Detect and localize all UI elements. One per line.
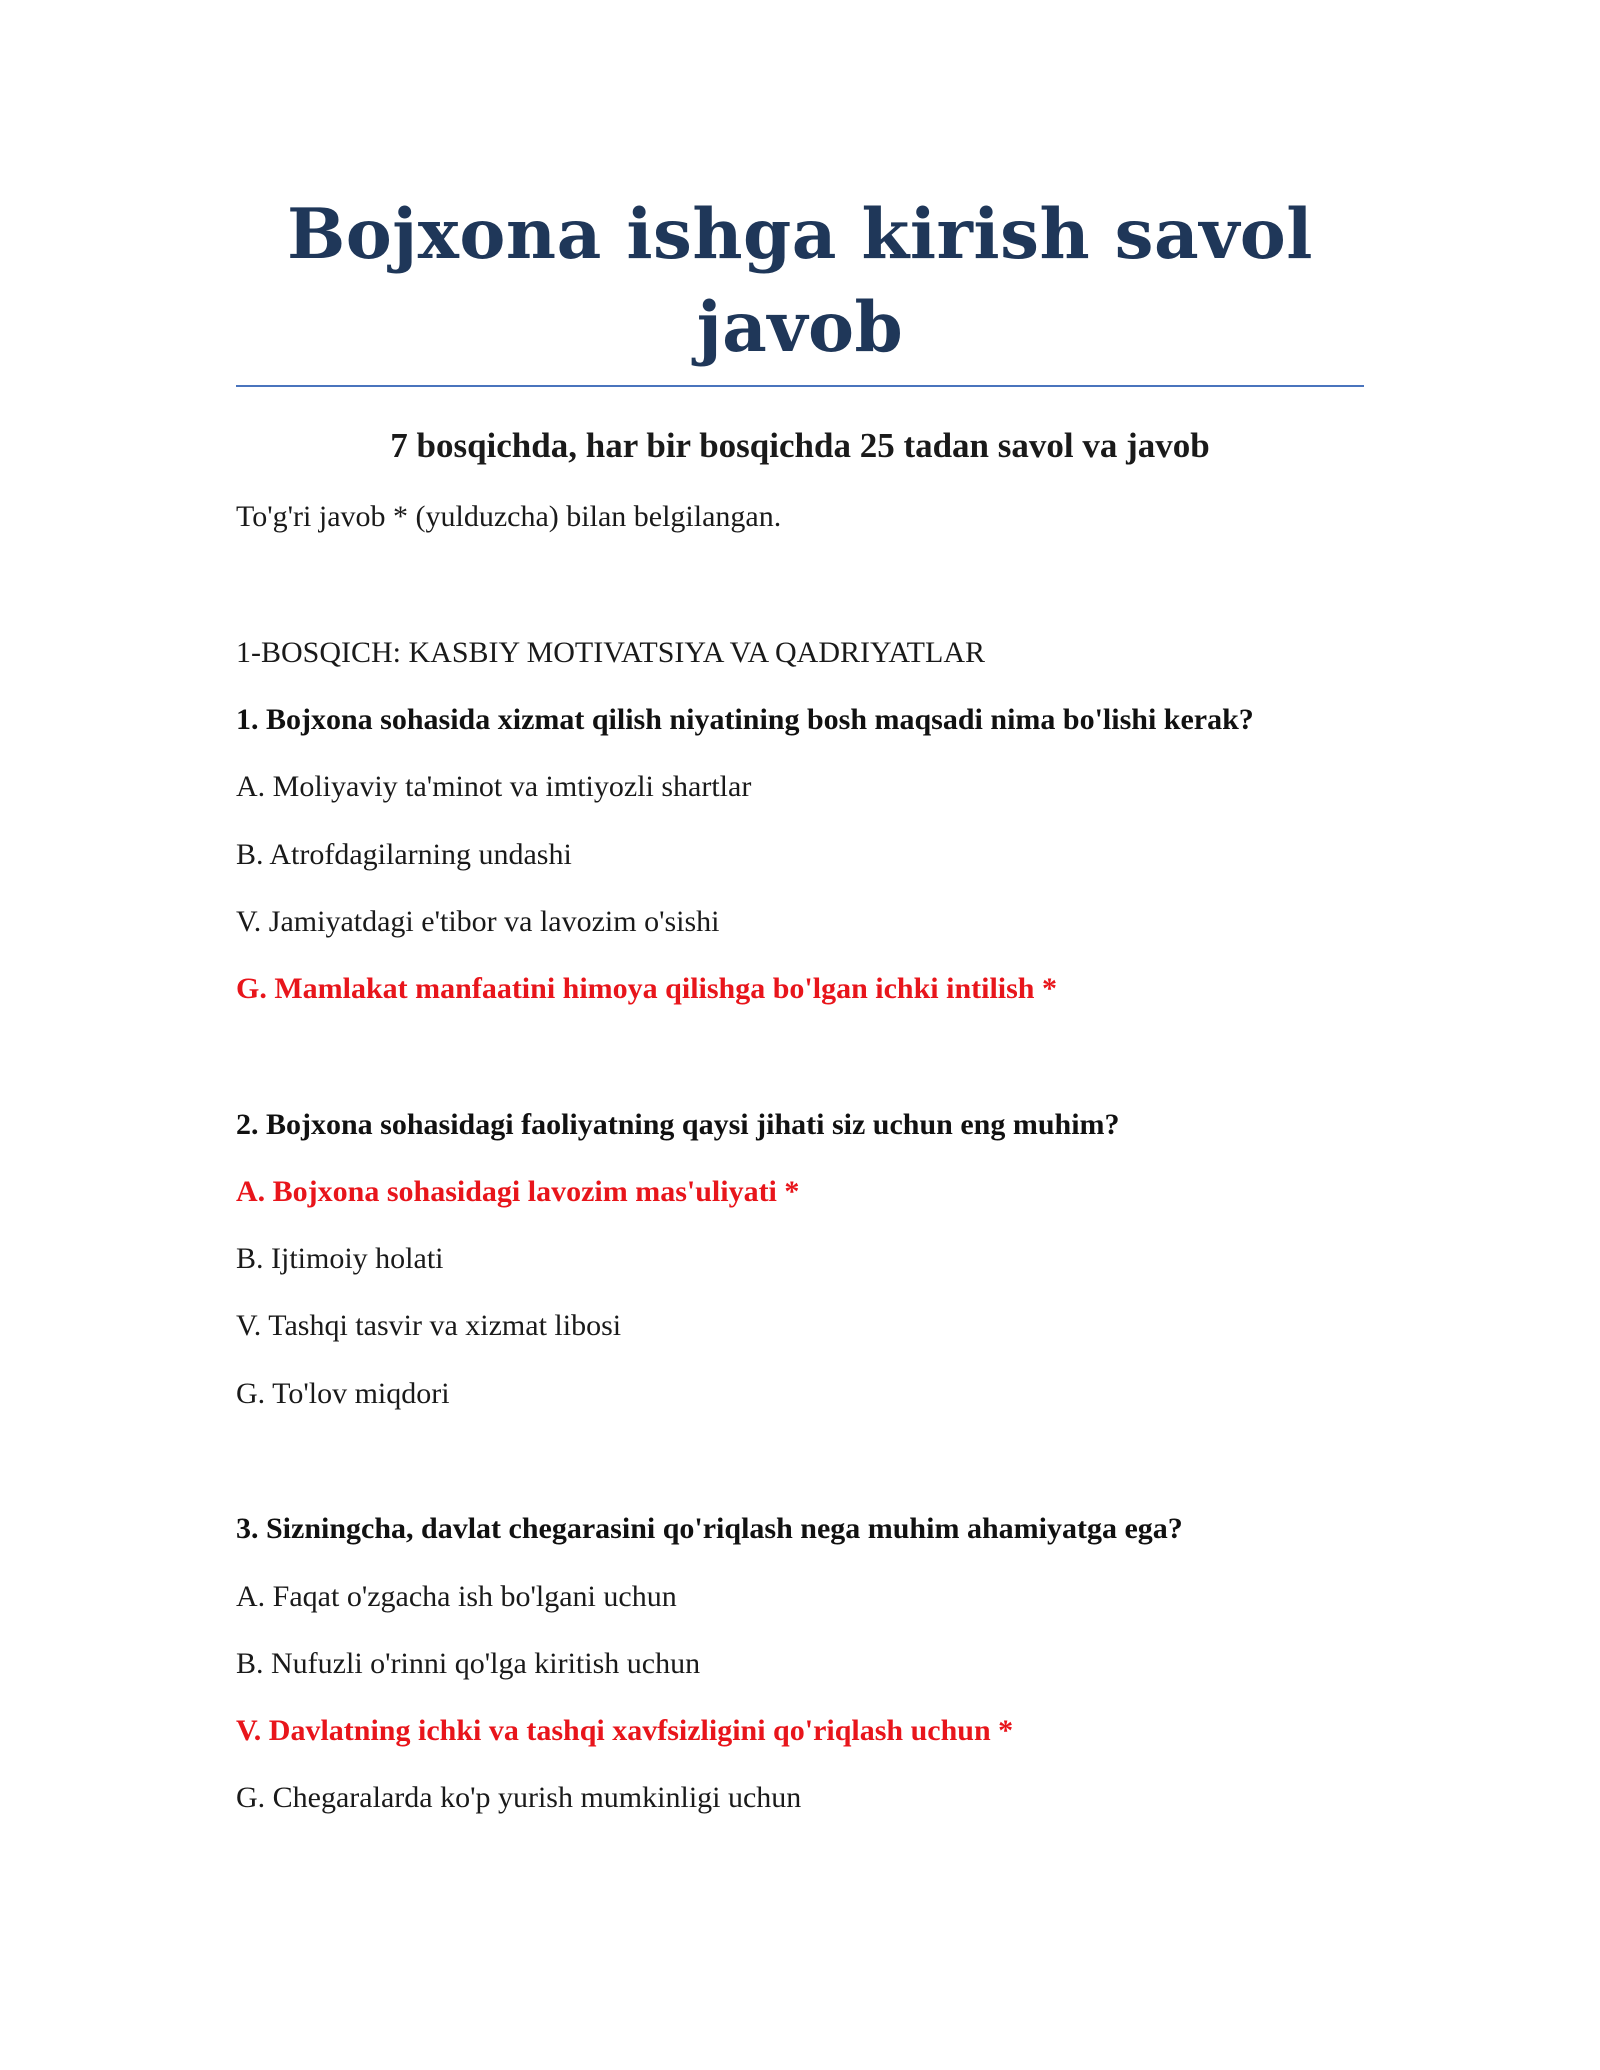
question-2: 2. Bojxona sohasidagi faoliyatning qaysi jihati siz uchun eng muhim? xyxy=(236,1108,1120,1141)
page-title xyxy=(236,188,1364,374)
question-1-option-a: A. Moliyaviy ta'minot va imtiyozli shartlar xyxy=(236,770,752,803)
question-1-option-b: B. Atrofdagilarning undashi xyxy=(236,838,572,871)
question-3-option-g: G. Chegaralarda ko'p yurish mumkinligi uchun xyxy=(236,1781,802,1814)
question-3-option-a: A. Faqat o'zgacha ish bo'lgani uchun xyxy=(236,1580,677,1613)
question-2-option-b: B. Ijtimoiy holati xyxy=(236,1242,444,1275)
subtitle: 7 bosqichda, har bir bosqichda 25 tadan savol va javob xyxy=(390,426,1210,465)
question-3-option-b: B. Nufuzli o'rinni qo'lga kiritish uchun xyxy=(236,1647,701,1680)
question-3-option-v-correct: V. Davlatning ichki va tashqi xavfsizligini qo'riqlash uchun * xyxy=(236,1714,1014,1747)
title-divider xyxy=(236,385,1364,387)
question-2-option-v: V. Tashqi tasvir va xizmat libosi xyxy=(236,1309,622,1342)
question-1-option-g-correct: G. Mamlakat manfaatini himoya qilishga bo'lgan ichki intilish * xyxy=(236,972,1057,1005)
question-2-option-a-correct: A. Bojxona sohasidagi lavozim mas'uliyati * xyxy=(236,1175,800,1208)
title-line-2: javob xyxy=(696,287,904,368)
title-block xyxy=(236,188,1364,374)
question-3: 3. Sizningcha, davlat chegarasini qo'riqlash nega muhim ahamiyatga ega? xyxy=(236,1512,1183,1545)
question-1-option-v: V. Jamiyatdagi e'tibor va lavozim o'sishi xyxy=(236,905,720,938)
question-2-option-g: G. To'lov miqdori xyxy=(236,1377,450,1410)
title-line-1: Bojxona ishga kirish savol xyxy=(286,194,1314,275)
answer-note: To'g'ri javob * (yulduzcha) bilan belgilangan. xyxy=(236,500,782,533)
question-1: 1. Bojxona sohasida xizmat qilish niyatining bosh maqsadi nima bo'lishi kerak? xyxy=(236,703,1254,736)
stage-heading: 1-BOSQICH: KASBIY MOTIVATSIYA VA QADRIYATLAR xyxy=(236,636,985,669)
